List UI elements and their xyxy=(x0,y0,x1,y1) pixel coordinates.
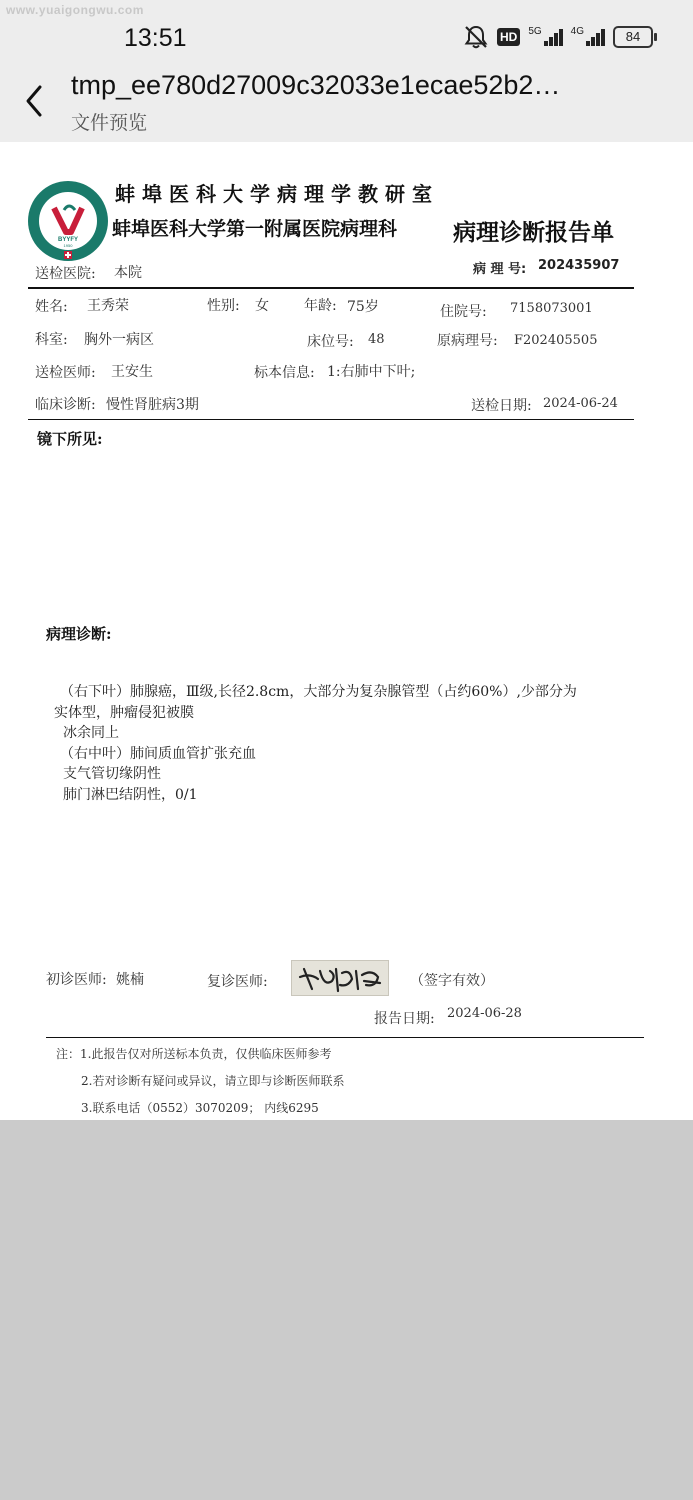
department-name: 蚌埠医科大学第一附属医院病理科 xyxy=(112,218,398,240)
send-date-label: 送检日期: xyxy=(471,398,532,414)
diagnosis-line: （右下叶）肺腺癌，Ⅲ级,长径2.8cm，大部分为复杂腺管型（占约60%）,少部分为 xyxy=(60,684,577,700)
network-4g-label: 4G xyxy=(570,25,584,37)
original-pathology-label: 原病理号: xyxy=(437,333,498,349)
diagnosis-line: 支气管切缘阴性 xyxy=(63,766,161,782)
status-time: 13:51 xyxy=(124,24,187,52)
doctor-value: 王安生 xyxy=(111,364,153,380)
signal-5g-icon xyxy=(528,25,562,46)
battery-level: 84 xyxy=(625,29,641,44)
bell-muted-icon xyxy=(463,24,489,50)
original-pathology-value: F202405505 xyxy=(514,333,598,348)
header-divider xyxy=(28,287,634,289)
bed-value: 48 xyxy=(368,332,385,347)
logo-year: 1950 xyxy=(63,243,73,248)
doctor-signature-image xyxy=(291,960,389,996)
note-line: 2.若对诊断有疑问或异议，请立即与诊断医师联系 xyxy=(81,1074,345,1088)
specimen-value: 1:右肺中下叶; xyxy=(327,364,416,380)
note-line: 3.联系电话（0552）3070209； 内线6295 xyxy=(81,1101,319,1115)
specimen-label: 标本信息: xyxy=(254,365,315,381)
logo-text: BYYFY xyxy=(57,237,79,243)
inpatient-label: 住院号: xyxy=(440,304,487,320)
status-icons xyxy=(463,24,653,50)
university-name: 蚌埠医科大学病理学教研室 xyxy=(115,182,439,206)
name-value: 王秀荣 xyxy=(87,298,129,314)
inpatient-value: 7158073001 xyxy=(510,301,593,316)
hospital-label: 送检医院: xyxy=(35,266,96,282)
watermark: www.yuaigongwu.com xyxy=(6,3,144,17)
send-date-value: 2024-06-24 xyxy=(543,396,618,411)
report-date-value: 2024-06-28 xyxy=(447,1006,522,1021)
age-value: 75岁 xyxy=(347,299,379,315)
report-document xyxy=(0,142,693,1120)
report-title: 病理诊断报告单 xyxy=(453,220,614,246)
diagnosis-line: 冰余同上 xyxy=(63,725,119,741)
signal-4g-icon xyxy=(570,25,605,46)
network-5g-label: 5G xyxy=(528,25,542,37)
info-divider xyxy=(28,419,634,420)
sex-label: 性别: xyxy=(207,298,240,314)
age-label: 年龄: xyxy=(304,298,337,314)
diagnosis-text xyxy=(54,682,644,805)
hd-badge: HD xyxy=(497,28,520,46)
hospital-logo-icon xyxy=(27,180,109,262)
footer-divider xyxy=(46,1037,644,1038)
app-top-area xyxy=(0,0,693,142)
clinical-diagnosis-label: 临床诊断: xyxy=(35,397,96,413)
first-doctor-value: 姚楠 xyxy=(116,972,144,988)
clinical-diagnosis-value: 慢性肾脏病3期 xyxy=(106,397,199,413)
file-title: tmp_ee780d27009c32033e1ecae52b2… xyxy=(71,70,561,100)
pathology-no-label: 病 理 号: xyxy=(473,262,527,277)
back-arrow-icon[interactable] xyxy=(22,83,52,119)
microscope-heading: 镜下所见: xyxy=(37,430,103,448)
review-doctor-label: 复诊医师: xyxy=(207,974,268,990)
pathology-no-value: 202435907 xyxy=(538,258,620,273)
bed-label: 床位号: xyxy=(307,334,354,350)
hospital-value: 本院 xyxy=(114,265,142,281)
sex-value: 女 xyxy=(255,298,269,314)
signature-note: （签字有效） xyxy=(410,973,494,989)
ward-value: 胸外一病区 xyxy=(84,332,154,348)
doctor-label: 送检医师: xyxy=(35,365,96,381)
ward-label: 科室: xyxy=(35,332,68,348)
name-label: 姓名: xyxy=(35,299,68,315)
note-line: 注：1.此报告仅对所送标本负责，仅供临床医师参考 xyxy=(56,1047,332,1061)
first-doctor-label: 初诊医师: xyxy=(46,972,107,988)
diagnosis-line: 肺门淋巴结阴性，0/1 xyxy=(63,786,198,803)
report-date-label: 报告日期: xyxy=(374,1011,435,1027)
battery-icon xyxy=(613,26,653,48)
file-preview-label: 文件预览 xyxy=(71,112,148,134)
diagnosis-line: 实体型，肿瘤侵犯被膜 xyxy=(54,704,194,721)
diagnosis-line: （右中叶）肺间质血管扩张充血 xyxy=(60,745,256,762)
diagnosis-heading: 病理诊断: xyxy=(46,625,112,643)
